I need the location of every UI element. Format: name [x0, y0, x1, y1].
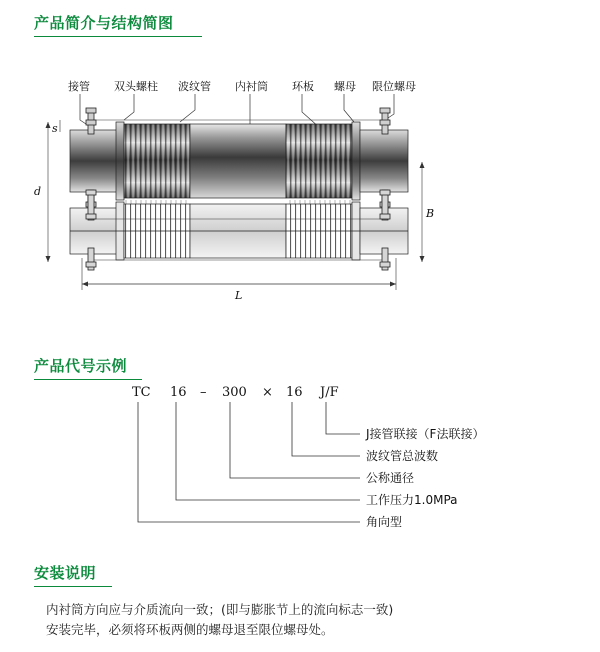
code-part-16b: 16: [286, 385, 303, 400]
section-install-header: [34, 562, 112, 587]
label-shuangtou-luozhu: 双头螺柱: [114, 80, 158, 93]
code-part-tc: TC: [132, 385, 151, 400]
page-title: 产品简介与结构简图: [34, 14, 174, 32]
title-underline: [34, 36, 202, 37]
label-jieguan: 接管: [68, 80, 90, 93]
structure-diagram: [30, 62, 570, 322]
install-note-line-2: 安装完毕，必须将环板两侧的螺母退至限位螺母处。: [46, 622, 334, 637]
dim-b-label: B: [426, 207, 435, 220]
code-part-300: 300: [222, 385, 247, 400]
diagram-bottom-view: [70, 190, 408, 270]
annotation-pressure: 工作压力1.0MPa: [366, 493, 458, 507]
dimension-d: [34, 122, 51, 262]
code-annotations: [365, 426, 484, 529]
label-xianwei-luomu: 限位螺母: [372, 80, 416, 93]
annotation-j-connection: J接管联接（F法联接）: [366, 427, 485, 441]
code-part-16a: 16: [170, 385, 187, 400]
dim-d-label: d: [34, 185, 42, 198]
install-title: 安装说明: [34, 564, 97, 582]
install-notes: [46, 600, 566, 640]
code-leader-lines: [138, 402, 360, 522]
diagram-top-view: [70, 108, 408, 210]
code-example-title: 产品代号示例: [34, 357, 128, 375]
code-part-times: ×: [262, 385, 273, 400]
code-string: [132, 385, 339, 400]
code-part-jf: J/F: [320, 385, 339, 400]
dimension-s: [52, 120, 60, 135]
dimension-l: [82, 258, 396, 302]
annotation-nominal-dia: 公称通径: [366, 471, 415, 485]
label-neichentong: 内衬筒: [235, 80, 268, 93]
install-note-line-1: 内衬筒方向应与介质流向一致；(即与膨胀节上的流向标志一致): [46, 602, 394, 617]
dim-s-label: s: [52, 122, 58, 135]
label-luomu: 螺母: [334, 80, 356, 93]
code-part-dash: –: [200, 385, 207, 400]
annotation-type: 角向型: [366, 515, 403, 529]
dimension-b: [420, 162, 435, 262]
section-product-intro-header: [34, 12, 202, 37]
label-huanban: 环板: [292, 80, 314, 93]
label-bowenguan: 波纹管: [178, 80, 211, 93]
product-code-diagram: [30, 376, 570, 536]
dim-l-label: L: [235, 289, 243, 302]
annotation-wave-count: 波纹管总波数: [366, 449, 439, 463]
title-underline-3: [34, 586, 112, 587]
diagram-callout-labels: [68, 79, 416, 93]
